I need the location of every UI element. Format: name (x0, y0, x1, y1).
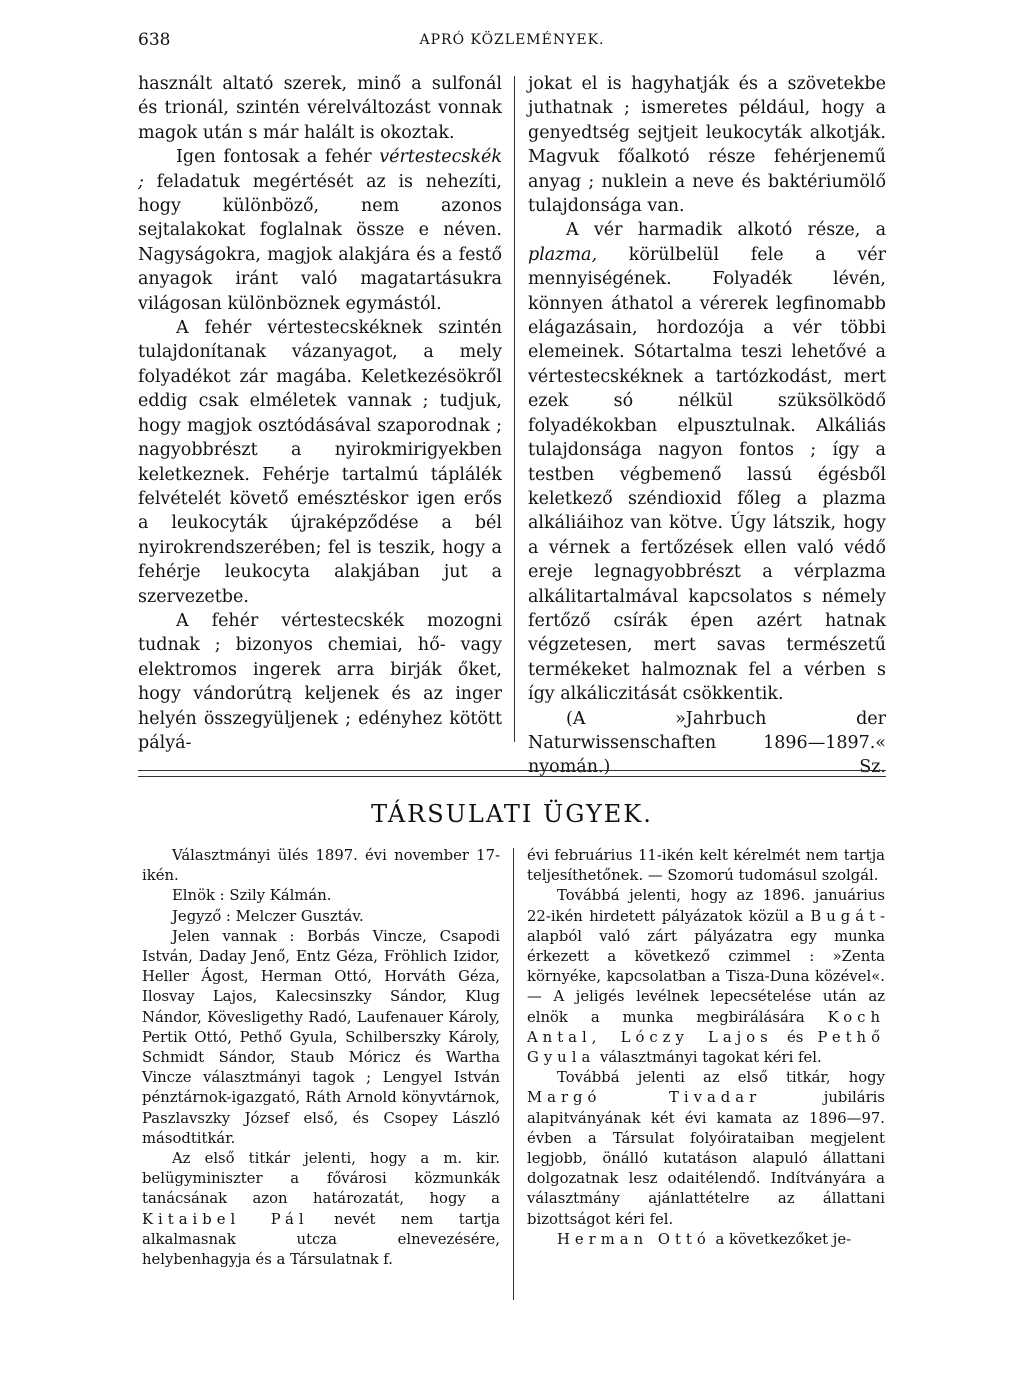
citation: (A »Jahrbuch der Naturwissenschaften 1896—1897.« nyomán.) (528, 708, 886, 778)
paragraph: használt altató szerek, minő a sulfonál és trionál, szintén vérelváltozást vonnak magok után s már halált is okoztak. (138, 74, 502, 143)
text-run: feladatuk megértését az is nehezíti, hogy különböző, nem azonos sejtalakokat foglalnak össze e néven. Nagyságokra, magjok alakjára és a festő anyagok iránt való magatartásukra világosan különböznek egymástól. (138, 171, 502, 314)
text-run: jubiláris alapitványának két évi kamata az 1896—97. évben a Társulat folyóirataiban megjelent legjobb, önálló kutatáson alapuló állattani dolgozatnak lesz odaitélendő. Indítványára a választmány ajánlattételre az állattani bizottságot kéri fel. (527, 1089, 886, 1228)
meeting-heading: Választmányi ülés 1897. évi november 17-ikén. (142, 847, 500, 885)
column-divider (514, 76, 515, 742)
text-run: választmányi tagokat kéri fel. (595, 1049, 822, 1067)
spaced-name: Koch Antal, Lóczy Lajos (527, 1008, 885, 1046)
spaced-name: Bugát (810, 907, 880, 925)
page-number: 638 (138, 30, 171, 50)
text-run: Továbbá jelenti, hogy az 1896. januárius 22-ikén hirdetett pályázatok közül a (527, 887, 885, 925)
attendees: Jelen vannak : Borbás Vincze, Csapodi István, Daday Jenő, Entz Géza, Fröhlich Izidor, Heller Ágost, Herman Ottó, Horváth Géza, Ilosvay Lajos, Kalecsinszky Sándor, Klug Nándor, Kövesligethy Radó, Laufenauer Károly, Pertik Ottó, Pethő Gyula, Schilberszky Károly, Schmidt Sándor, Staub Móricz és Wartha Vincze választmányi tagok ; Lengyel István pénztárnok-igazgató, Ráth Arnold könyvtárnok, Paszlavszky József első, és Csopey László másodtitkár. (142, 927, 500, 1147)
spaced-name: Margó Tivadar (527, 1089, 762, 1107)
text-run: A vér harmadik alkotó része, a (566, 220, 886, 241)
text-run: a következőket je- (710, 1230, 852, 1248)
paragraph (527, 1230, 885, 1250)
paragraph (528, 707, 886, 780)
paragraph: jokat el is hagyhatják és a szövetekbe juthatnak ; ismeretes például, hogy a genyedtség sejtjeit leukocyták alkotják. Magvuk főalkotó része fehérjenemű anyag ; nuklein a neve és baktériumölő tulajdonsága van. (528, 74, 886, 217)
page-header (138, 30, 886, 54)
section-separator (138, 770, 886, 777)
column-divider (513, 848, 514, 1300)
paragraph: A fehér vértestecskéknek szintén tulajdonítanak vázanyagot, a mely folyadékot zár magába. Keletkezésökről eddig csak elméletek vannak ; tudjuk, hogy magjok osztódásával szaporodnak ; nagyobbrészt a nyirokmirigyekben keletkeznek. Fehérje tartalmú táplálék felvételét követő emésztéskor igen erős a leukocyták újraképződése a bél nyirokrendszerében; fel is teszik, hogy a fehérje leukocyta alakjában jut a szervezetbe. (138, 318, 502, 607)
paragraph (138, 145, 502, 316)
paragraph: évi februárius 11-ikén kelt kérelmét nem tartja teljesíthetőnek. — Szomorú tudomásul szolgál. (527, 847, 885, 885)
text-run: körülbelül fele a vér mennyiségének. Folyadék lévén, könnyen áthatol a vérerek legfinomabb elágazásain, hordozója a vér többi elemeinek. Sótartalma teszi lehetővé a vértestecskéknek a tartózkodást, mert ezek só nélkül szüksölködő folyadékokban elpusztulnak. Alkáliás tulajdonsága nagyon fontos ; így a testben végbemenő lassú égésből keletkező széndioxid főleg a plazma alkáliáihoz van kötve. Úgy látszik, hogy a vérnek a fertőzések ellen való védő ereje legnagyobbrészt a vérplazma alkálitartalmával kapcsolatos s némely fertőző csírák épen azért hatnak végzetesen, mert savas természetű termékeket halmoznak fel a vérben s így alkáliczitását csökkentik. (528, 244, 886, 705)
upper-right-column (528, 72, 886, 780)
paragraph: A fehér vértestecskék mozogni tudnak ; bizonyos chemiai, hő- vagy elektromos ingerek arra birják őket, hogy vándorútrą keljenek és az inger helyén összegyüljenek ; edényhez kötött pályá- (138, 610, 502, 753)
spaced-name: Herman Ottó (557, 1230, 711, 1248)
spaced-name: Kitaibel Pál (142, 1210, 309, 1228)
text-run: -alapból való zárt pályázatra egy munka érkezett a következő czimmel : »Zenta környéke, kapcsolatban a Tisza-Duna közével«. — A jeligés levélnek lepecsételése után az elnök a munka megbirálására (527, 907, 885, 1026)
text-run: és (772, 1028, 818, 1046)
text-run: nevét nem tartja alkalmasnak utcza elnevezésére, helybenhagyja és a Társulatnak f. (142, 1210, 500, 1269)
running-head: APRÓ KÖZLEMÉNYEK. (419, 32, 605, 48)
lower-left-column (142, 846, 500, 1270)
text-run: Igen fontosak a fehér (176, 147, 380, 168)
paragraph (142, 1149, 500, 1270)
italic-term: plazma, (528, 244, 598, 265)
section-title: TÁRSULATI ÜGYEK. (371, 800, 653, 828)
lower-right-column (527, 846, 885, 1250)
paragraph (528, 218, 886, 706)
text-run: Az első titkár jelenti, hogy a m. kir. belügyminiszter a fővárosi közmunkák tanácsának azon határozatát, hogy a (142, 1150, 500, 1208)
paragraph (527, 1068, 885, 1230)
text-run: Továbbá jelenti az első titkár, hogy (557, 1069, 885, 1087)
italic-term: vértestecskék ; (138, 147, 502, 192)
upper-left-column (138, 72, 502, 755)
paragraph (527, 886, 885, 1068)
secretary-line: Jegyző : Melczer Gusztáv. (172, 907, 364, 925)
chair-line: Elnök : Szily Kálmán. (172, 887, 332, 905)
signature: Sz. (859, 757, 886, 778)
spaced-name: Pethő Gyula (527, 1028, 885, 1067)
